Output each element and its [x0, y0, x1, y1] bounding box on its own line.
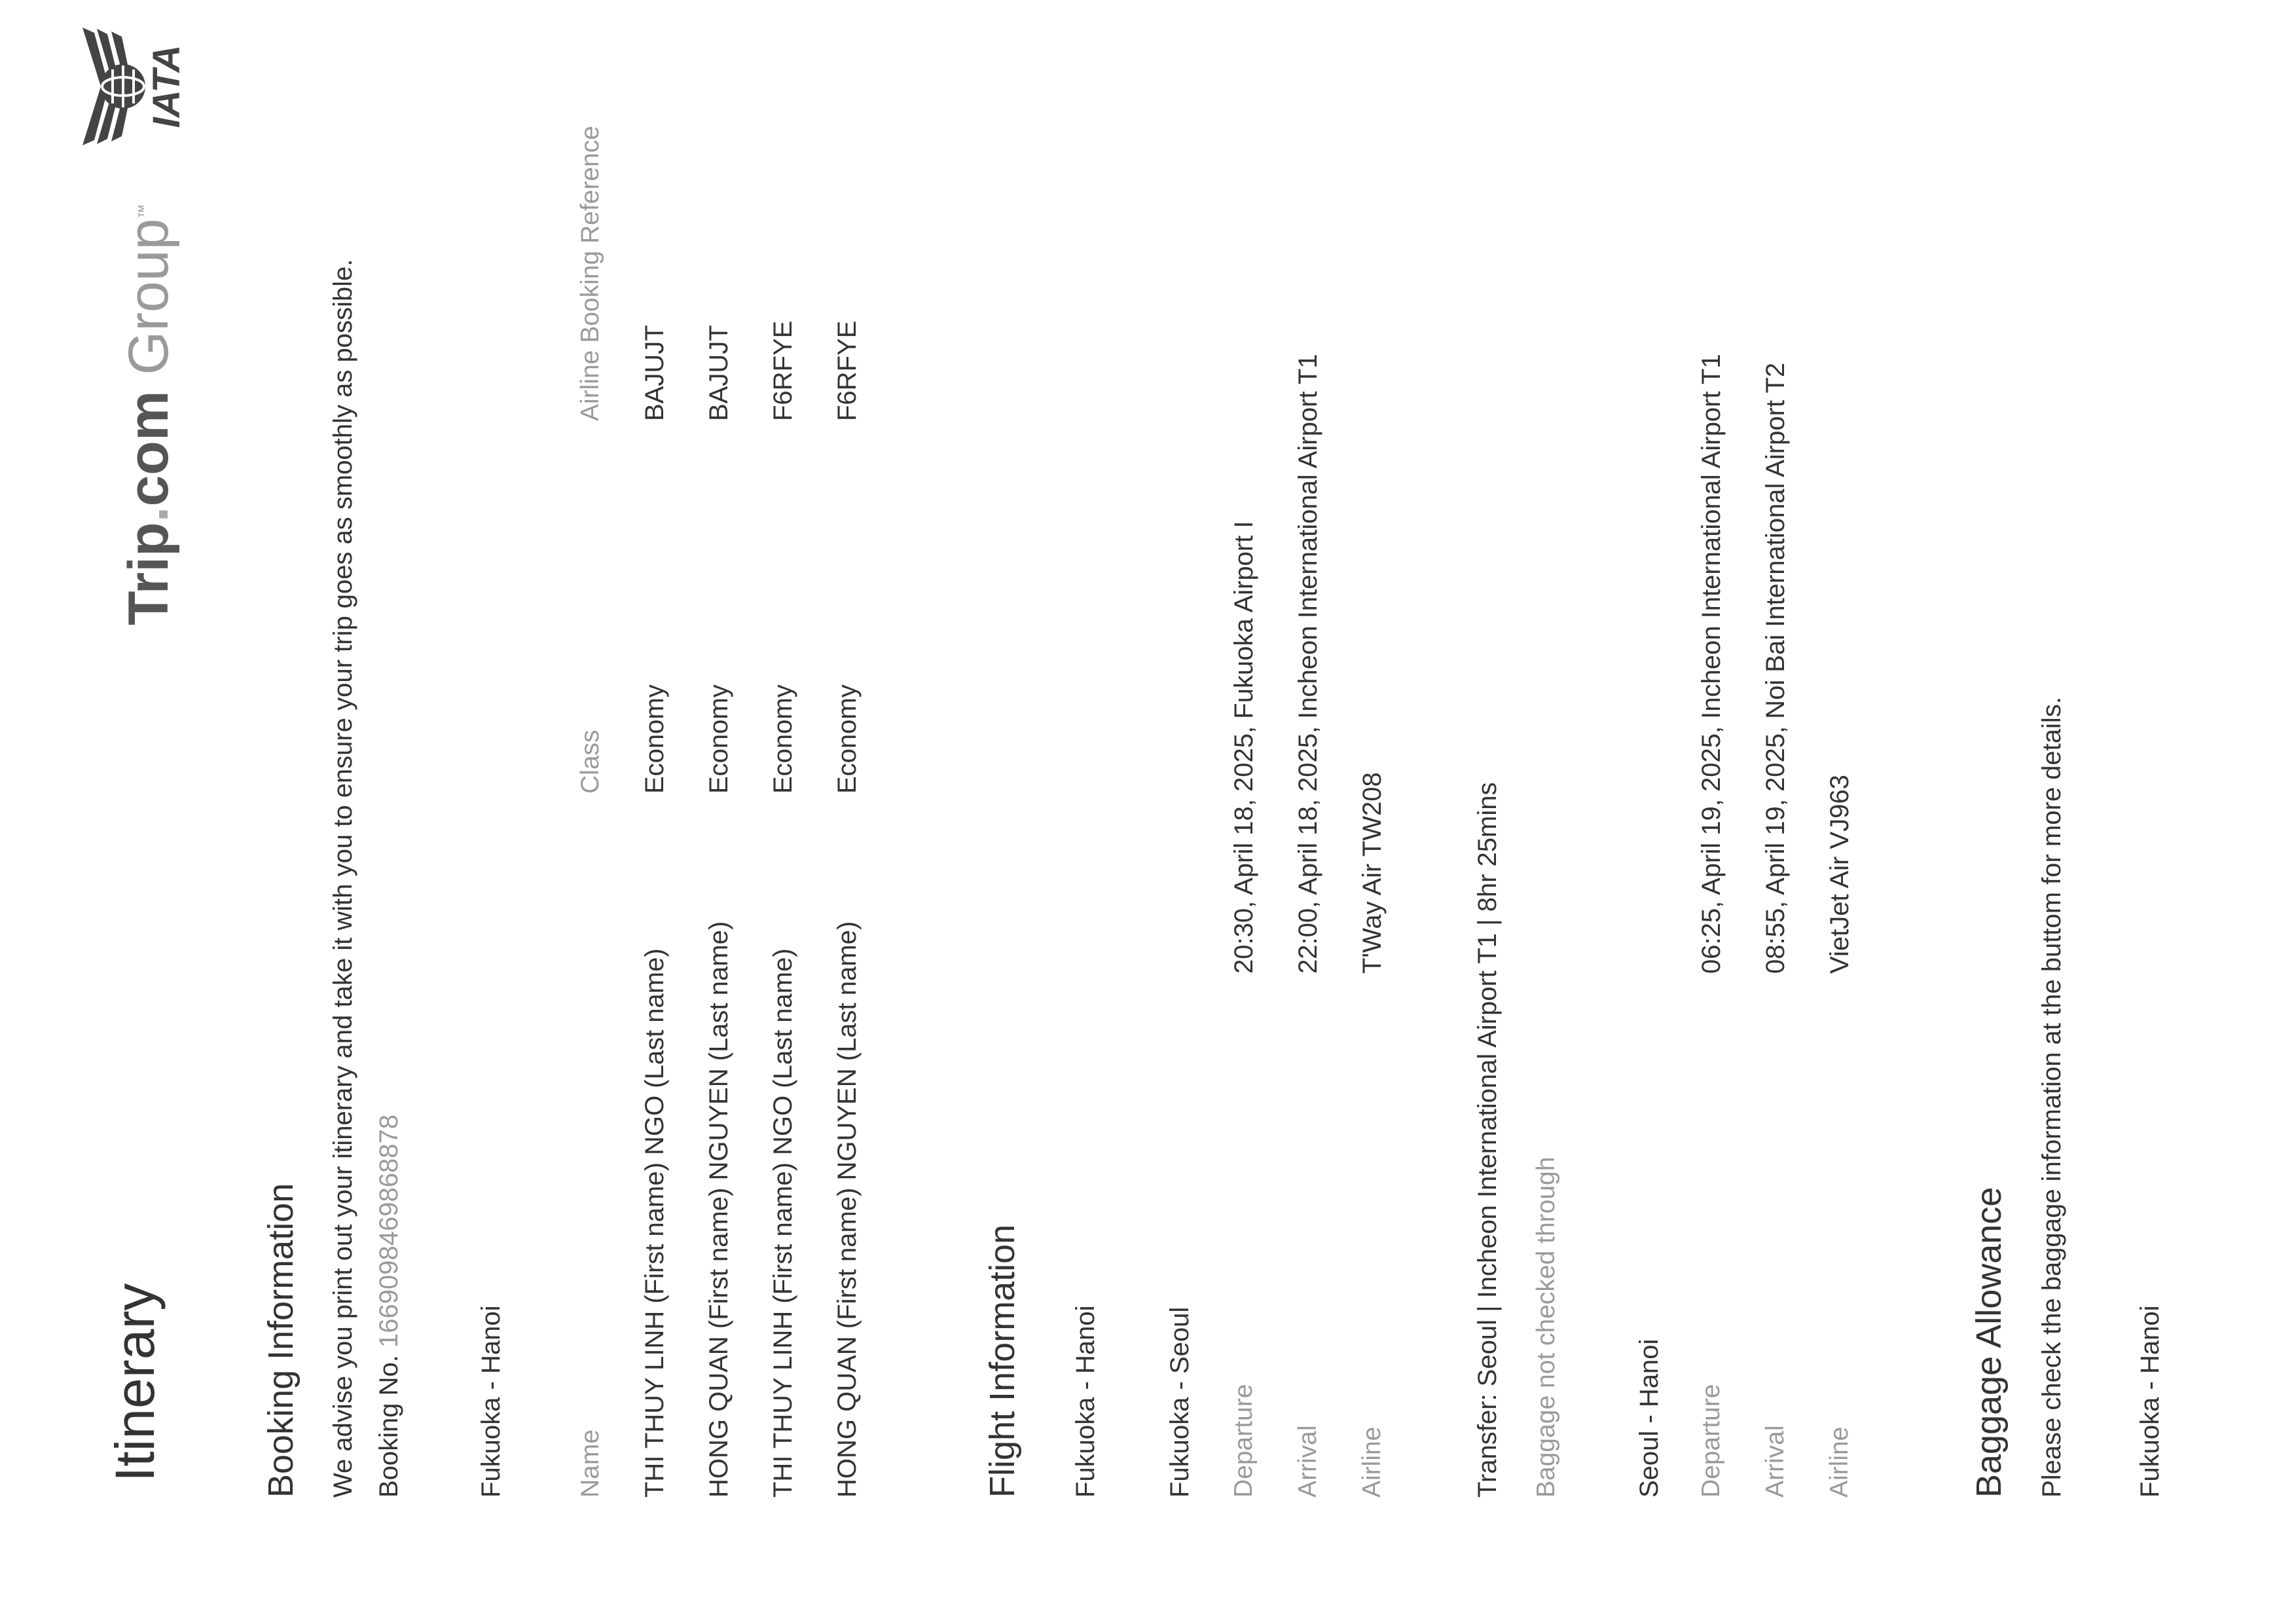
departure-value: 20:30, April 18, 2025, Fukuoka Airport I: [1230, 521, 1258, 974]
departure-value: 06:25, April 19, 2025, Incheon International Airport T1: [1697, 354, 1726, 974]
airline-value: VietJet Air VJ963: [1825, 775, 1854, 974]
passenger-class: Economy: [704, 684, 733, 794]
departure-label: Departure: [1697, 1384, 1725, 1498]
airline-label: Airline: [1825, 1426, 1853, 1498]
page-title: Itinerary: [104, 1283, 166, 1482]
arrival-value: 22:00, April 18, 2025, Incheon International Airport T1: [1294, 354, 1322, 974]
brand-dot: .: [117, 506, 180, 523]
brand-trademark: ™: [135, 204, 152, 219]
trip-com-group-logo: [117, 204, 181, 625]
passenger-class: Economy: [769, 684, 797, 794]
iata-logo-icon: [56, 14, 200, 158]
booking-section-title: Booking Information: [261, 1183, 301, 1498]
segment-route: Seoul - Hanoi: [1635, 1338, 1664, 1498]
passenger-class: Economy: [640, 684, 669, 794]
baggage-route: Fukuoka - Hanoi: [2136, 1305, 2164, 1498]
departure-label: Departure: [1230, 1384, 1258, 1498]
baggage-info-text: Please check the baggage information at the buttom for more details.: [2037, 697, 2066, 1498]
brand-part-trip: Trip: [117, 522, 180, 625]
passenger-name: HONG QUAN (First name) NGUYEN (Last name): [704, 921, 733, 1498]
passenger-name: THI THUY LINH (First name) NGO (Last name): [640, 948, 669, 1498]
passenger-booking-reference: F6RFYE: [769, 320, 797, 421]
flight-section-title: Flight Information: [983, 1224, 1022, 1498]
arrival-value: 08:55, April 19, 2025, Noi Bai International Airport T2: [1761, 362, 1790, 974]
passenger-name: THI THUY LINH (First name) NGO (Last name): [769, 948, 797, 1498]
booking-route: Fukuoka - Hanoi: [477, 1305, 505, 1498]
passenger-booking-reference: F6RFYE: [833, 320, 862, 421]
booking-number-value: 1669098469868878: [374, 1115, 403, 1348]
column-header-booking-reference: Airline Booking Reference: [576, 126, 604, 421]
flight-route: Fukuoka - Hanoi: [1071, 1305, 1100, 1498]
booking-advice-text: We advise you print out your itinerary and take it with you to ensure your trip goes as smoothly as possible.: [329, 259, 357, 1498]
brand-part-com: com: [117, 390, 180, 507]
booking-number: [374, 1115, 404, 1498]
brand-part-group: Group: [117, 218, 180, 391]
passenger-booking-reference: BAJUJT: [640, 325, 669, 421]
segment-route: Fukuoka - Seoul: [1165, 1306, 1194, 1498]
passenger-class: Economy: [833, 684, 862, 794]
airline-value: T'Way Air TW208: [1358, 772, 1387, 974]
baggage-section-title: Baggage Allowance: [1969, 1187, 2009, 1498]
transfer-info: Transfer: Seoul | Incheon International Airport T1 | 8hr 25mins: [1473, 782, 1502, 1498]
iata-logo-text: IATA: [145, 45, 188, 128]
airline-label: Airline: [1358, 1426, 1386, 1498]
baggage-not-checked-note: Baggage not checked through: [1532, 1156, 1560, 1498]
passenger-booking-reference: BAJUJT: [704, 325, 733, 421]
column-header-class: Class: [576, 729, 604, 794]
passenger-name: HONG QUAN (First name) NGUYEN (Last name): [833, 921, 862, 1498]
booking-number-label: Booking No.: [374, 1355, 403, 1498]
arrival-label: Arrival: [1294, 1425, 1322, 1498]
column-header-name: Name: [576, 1429, 604, 1498]
arrival-label: Arrival: [1761, 1425, 1789, 1498]
